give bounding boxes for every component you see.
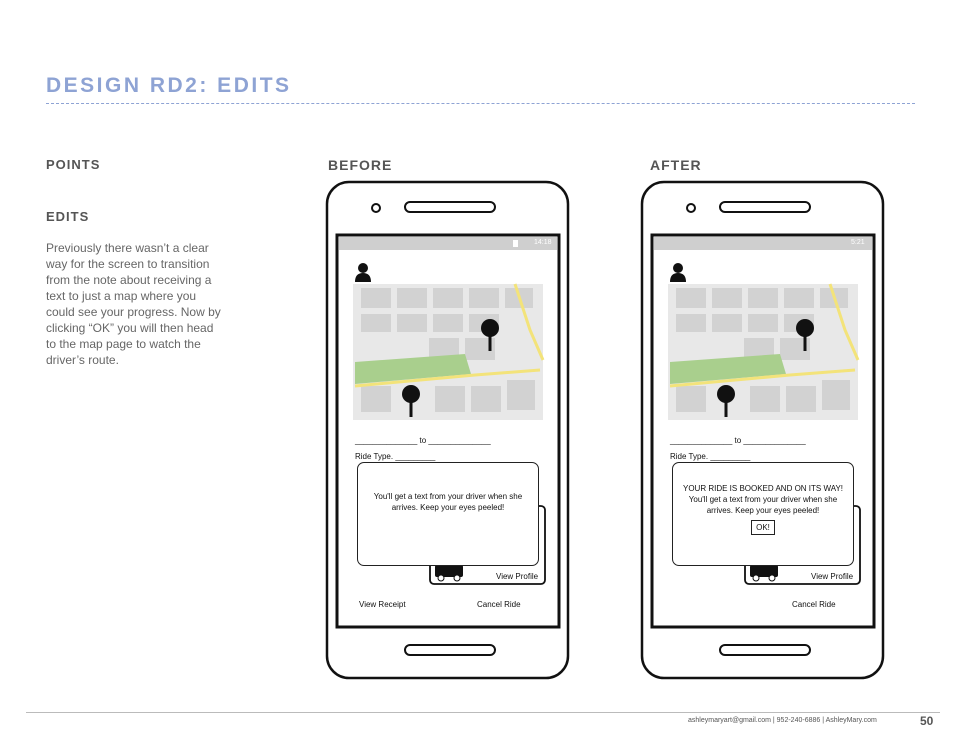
after-cancel-ride-button[interactable]: Cancel Ride (792, 600, 836, 609)
before-cancel-ride-button[interactable]: Cancel Ride (477, 600, 521, 609)
after-label: AFTER (650, 157, 702, 173)
after-phone-frame (640, 180, 885, 680)
edits-description: Previously there wasn’t a clear way for the screen to transition from the note about receiving a text to just a map where you could see your progress. Now by clicking “OK” you will then head to the map page to watch the driver’s route. (46, 241, 221, 367)
footer-contact: ashleymaryart@gmail.com | 952-240-6886 | AshleyMary.com (688, 717, 877, 724)
before-view-profile-link[interactable]: View Profile (496, 572, 539, 581)
title-divider (46, 103, 915, 104)
edits-heading: EDITS (46, 209, 90, 224)
before-label: BEFORE (328, 157, 393, 173)
after-view-profile-link[interactable]: View Profile (811, 572, 854, 581)
after-notice-dialog (672, 462, 854, 566)
ok-button[interactable]: OK! (751, 520, 775, 535)
before-notice-dialog (357, 462, 539, 566)
page-title: DESIGN RD2: EDITS (46, 74, 292, 97)
after-route-line: ______________ to ______________ (670, 436, 806, 445)
before-route-line: ______________ to ______________ (355, 436, 491, 445)
footer-divider (26, 712, 940, 713)
after-dialog-heading: YOUR RIDE IS BOOKED AND ON ITS WAY! (682, 484, 844, 493)
before-ride-type: Ride Type. _________ (355, 452, 436, 461)
points-heading: POINTS (46, 157, 101, 172)
after-ride-type: Ride Type. _________ (670, 452, 751, 461)
before-status-time: 14:18 (534, 239, 552, 246)
page-number: 50 (920, 714, 934, 728)
before-view-receipt-button[interactable]: View Receipt (359, 600, 406, 609)
after-phone-mockup (640, 180, 885, 680)
before-dialog-text: You'll get a text from your driver when she arrives. Keep your eyes peeled! (373, 492, 523, 512)
after-status-time: 5:21 (851, 239, 865, 246)
after-dialog-text: You'll get a text from your driver when she arrives. Keep your eyes peeled! (688, 495, 838, 515)
before-phone-mockup (325, 180, 570, 680)
